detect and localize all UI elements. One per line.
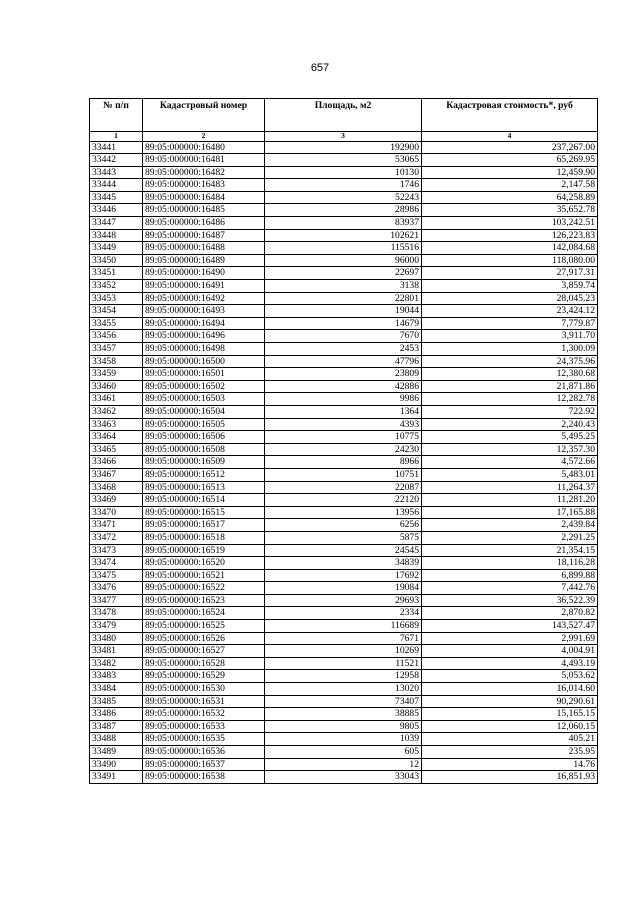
table-row: [90, 355, 598, 368]
area-cell: 9805: [265, 720, 422, 733]
table-row: [90, 418, 598, 431]
cadastral-value-cell: 2,240.43: [422, 418, 598, 431]
cadastral-value-cell: 12,380.68: [422, 368, 598, 381]
table-row: [90, 594, 598, 607]
row-number-cell: 33441: [90, 141, 143, 154]
cadastral-number-cell: 89:05:000000:16480: [143, 141, 265, 154]
cadastral-number-cell: 89:05:000000:16504: [143, 405, 265, 418]
area-cell: 22120: [265, 494, 422, 507]
table-row: [90, 217, 598, 230]
area-cell: 1746: [265, 179, 422, 192]
area-cell: 8966: [265, 456, 422, 469]
cadastral-value-cell: 16,014.60: [422, 683, 598, 696]
cadastral-number-cell: 89:05:000000:16517: [143, 519, 265, 532]
cadastral-value-cell: 23,424.12: [422, 305, 598, 318]
column-number: 1: [90, 132, 143, 142]
row-number-cell: 33491: [90, 771, 143, 784]
cadastral-value-cell: 4,572.66: [422, 456, 598, 469]
cadastral-number-cell: 89:05:000000:16515: [143, 506, 265, 519]
cadastral-value-cell: 12,060.15: [422, 720, 598, 733]
cadastral-number-cell: 89:05:000000:16525: [143, 620, 265, 633]
row-number-cell: 33478: [90, 607, 143, 620]
area-cell: 10775: [265, 431, 422, 444]
cadastral-number-cell: 89:05:000000:16530: [143, 683, 265, 696]
column-number: 3: [265, 132, 422, 142]
row-number-cell: 33467: [90, 468, 143, 481]
table-row: [90, 431, 598, 444]
cadastral-number-cell: 89:05:000000:16526: [143, 632, 265, 645]
row-number-cell: 33455: [90, 317, 143, 330]
column-number: 4: [422, 132, 598, 142]
table-row: [90, 141, 598, 154]
cadastral-number-cell: 89:05:000000:16508: [143, 443, 265, 456]
area-cell: 24545: [265, 544, 422, 557]
table-row: [90, 166, 598, 179]
cadastral-number-cell: 89:05:000000:16521: [143, 569, 265, 582]
table-row: [90, 708, 598, 721]
area-cell: 22087: [265, 481, 422, 494]
cadastral-number-cell: 89:05:000000:16509: [143, 456, 265, 469]
row-number-cell: 33454: [90, 305, 143, 318]
cadastral-number-cell: 89:05:000000:16498: [143, 343, 265, 356]
cadastral-value-cell: 16,851.93: [422, 771, 598, 784]
table-row: [90, 468, 598, 481]
table-row: [90, 582, 598, 595]
cadastral-value-cell: 65,269.95: [422, 154, 598, 167]
table-row: [90, 280, 598, 293]
cadastral-value-cell: 90,290.61: [422, 695, 598, 708]
cadastral-number-cell: 89:05:000000:16518: [143, 531, 265, 544]
cadastral-value-cell: 126,223.83: [422, 229, 598, 242]
table-row: [90, 254, 598, 267]
table-row: [90, 607, 598, 620]
table-row: [90, 368, 598, 381]
cadastral-value-cell: 405.21: [422, 733, 598, 746]
cadastral-number-cell: 89:05:000000:16537: [143, 758, 265, 771]
cadastral-value-cell: 28,045.23: [422, 292, 598, 305]
cadastral-number-cell: 89:05:000000:16496: [143, 330, 265, 343]
cadastral-value-cell: 12,282.78: [422, 393, 598, 406]
cadastral-number-cell: 89:05:000000:16500: [143, 355, 265, 368]
area-cell: 605: [265, 746, 422, 759]
table-row: [90, 746, 598, 759]
header-area: Площадь, м2: [265, 99, 422, 132]
table-row: [90, 657, 598, 670]
row-number-cell: 33476: [90, 582, 143, 595]
cadastral-value-cell: 17,165.88: [422, 506, 598, 519]
cadastral-number-cell: 89:05:000000:16503: [143, 393, 265, 406]
table-row: [90, 569, 598, 582]
row-number-cell: 33443: [90, 166, 143, 179]
area-cell: 6256: [265, 519, 422, 532]
area-cell: 28986: [265, 204, 422, 217]
cadastral-value-cell: 118,080.00: [422, 254, 598, 267]
header-cadastral-number: Кадастровый номер: [143, 99, 265, 132]
page-number: 657: [310, 62, 330, 74]
row-number-cell: 33444: [90, 179, 143, 192]
area-cell: 17692: [265, 569, 422, 582]
cadastral-number-cell: 89:05:000000:16514: [143, 494, 265, 507]
row-number-cell: 33472: [90, 531, 143, 544]
cadastral-number-cell: 89:05:000000:16533: [143, 720, 265, 733]
row-number-cell: 33468: [90, 481, 143, 494]
cadastral-value-cell: 24,375.96: [422, 355, 598, 368]
table-row: [90, 494, 598, 507]
area-cell: 22801: [265, 292, 422, 305]
row-number-cell: 33490: [90, 758, 143, 771]
area-cell: 10130: [265, 166, 422, 179]
area-cell: 83937: [265, 217, 422, 230]
row-number-cell: 33450: [90, 254, 143, 267]
cadastral-value-cell: 3,859.74: [422, 280, 598, 293]
area-cell: 47796: [265, 355, 422, 368]
area-cell: 1364: [265, 405, 422, 418]
cadastral-number-cell: 89:05:000000:16512: [143, 468, 265, 481]
cadastral-number-cell: 89:05:000000:16524: [143, 607, 265, 620]
cadastral-value-cell: 11,264.37: [422, 481, 598, 494]
cadastral-value-cell: 7,442.76: [422, 582, 598, 595]
row-number-cell: 33461: [90, 393, 143, 406]
cadastral-number-cell: 89:05:000000:16532: [143, 708, 265, 721]
cadastral-number-cell: 89:05:000000:16491: [143, 280, 265, 293]
row-number-cell: 33471: [90, 519, 143, 532]
cadastral-number-cell: 89:05:000000:16486: [143, 217, 265, 230]
table-row: [90, 620, 598, 633]
table-row: [90, 632, 598, 645]
area-cell: 24230: [265, 443, 422, 456]
cadastral-number-cell: 89:05:000000:16481: [143, 154, 265, 167]
cadastral-value-cell: 5,483.01: [422, 468, 598, 481]
table-row: [90, 456, 598, 469]
table-row: [90, 380, 598, 393]
area-cell: 116689: [265, 620, 422, 633]
area-cell: 2334: [265, 607, 422, 620]
area-cell: 13020: [265, 683, 422, 696]
table-row: [90, 204, 598, 217]
area-cell: 52243: [265, 191, 422, 204]
row-number-cell: 33445: [90, 191, 143, 204]
cadastral-table: [89, 98, 598, 784]
cadastral-value-cell: 12,459.90: [422, 166, 598, 179]
table-row: [90, 544, 598, 557]
table-row: [90, 443, 598, 456]
row-number-cell: 33452: [90, 280, 143, 293]
row-number-cell: 33449: [90, 242, 143, 255]
table-row: [90, 405, 598, 418]
cadastral-value-cell: 2,147.58: [422, 179, 598, 192]
cadastral-value-cell: 6,899.88: [422, 569, 598, 582]
cadastral-value-cell: 3,911.70: [422, 330, 598, 343]
cadastral-number-cell: 89:05:000000:16506: [143, 431, 265, 444]
column-number: 2: [143, 132, 265, 142]
row-number-cell: 33456: [90, 330, 143, 343]
row-number-cell: 33477: [90, 594, 143, 607]
cadastral-value-cell: 27,917.31: [422, 267, 598, 280]
cadastral-value-cell: 237,267.00: [422, 141, 598, 154]
cadastral-value-cell: 103,242.51: [422, 217, 598, 230]
cadastral-number-cell: 89:05:000000:16482: [143, 166, 265, 179]
table-row: [90, 305, 598, 318]
cadastral-value-cell: 2,991.69: [422, 632, 598, 645]
cadastral-number-cell: 89:05:000000:16502: [143, 380, 265, 393]
cadastral-value-cell: 15,165.15: [422, 708, 598, 721]
row-number-cell: 33442: [90, 154, 143, 167]
cadastral-number-cell: 89:05:000000:16487: [143, 229, 265, 242]
column-number-row: [90, 132, 598, 142]
row-number-cell: 33462: [90, 405, 143, 418]
cadastral-number-cell: 89:05:000000:16485: [143, 204, 265, 217]
cadastral-value-cell: 142,084.68: [422, 242, 598, 255]
area-cell: 53065: [265, 154, 422, 167]
table-row: [90, 292, 598, 305]
cadastral-value-cell: 35,652.78: [422, 204, 598, 217]
row-number-cell: 33457: [90, 343, 143, 356]
area-cell: 34839: [265, 557, 422, 570]
table-row: [90, 481, 598, 494]
table-row: [90, 733, 598, 746]
row-number-cell: 33459: [90, 368, 143, 381]
table-row: [90, 242, 598, 255]
row-number-cell: 33481: [90, 645, 143, 658]
cadastral-number-cell: 89:05:000000:16536: [143, 746, 265, 759]
row-number-cell: 33451: [90, 267, 143, 280]
row-number-cell: 33475: [90, 569, 143, 582]
table-row: [90, 229, 598, 242]
area-cell: 23809: [265, 368, 422, 381]
area-cell: 5875: [265, 531, 422, 544]
cadastral-value-cell: 4,004.91: [422, 645, 598, 658]
cadastral-number-cell: 89:05:000000:16522: [143, 582, 265, 595]
row-number-cell: 33458: [90, 355, 143, 368]
cadastral-number-cell: 89:05:000000:16492: [143, 292, 265, 305]
cadastral-value-cell: 64,258.89: [422, 191, 598, 204]
row-number-cell: 33479: [90, 620, 143, 633]
cadastral-value-cell: 21,871.86: [422, 380, 598, 393]
table-row: [90, 506, 598, 519]
row-number-cell: 33474: [90, 557, 143, 570]
table-row: [90, 758, 598, 771]
header-row-number: № п/п: [90, 99, 143, 132]
cadastral-value-cell: 2,439.84: [422, 519, 598, 532]
cadastral-value-cell: 2,870.82: [422, 607, 598, 620]
row-number-cell: 33453: [90, 292, 143, 305]
cadastral-value-cell: 36,522.39: [422, 594, 598, 607]
row-number-cell: 33464: [90, 431, 143, 444]
row-number-cell: 33466: [90, 456, 143, 469]
cadastral-value-cell: 143,527.47: [422, 620, 598, 633]
area-cell: 12958: [265, 670, 422, 683]
area-cell: 1039: [265, 733, 422, 746]
area-cell: 2453: [265, 343, 422, 356]
cadastral-number-cell: 89:05:000000:16531: [143, 695, 265, 708]
area-cell: 29693: [265, 594, 422, 607]
row-number-cell: 33447: [90, 217, 143, 230]
row-number-cell: 33482: [90, 657, 143, 670]
cadastral-value-cell: 5,053.62: [422, 670, 598, 683]
table-row: [90, 720, 598, 733]
row-number-cell: 33489: [90, 746, 143, 759]
table-row: [90, 670, 598, 683]
row-number-cell: 33484: [90, 683, 143, 696]
cadastral-number-cell: 89:05:000000:16505: [143, 418, 265, 431]
area-cell: 73407: [265, 695, 422, 708]
table-row: [90, 557, 598, 570]
area-cell: 10269: [265, 645, 422, 658]
table-row: [90, 393, 598, 406]
area-cell: 7670: [265, 330, 422, 343]
area-cell: 38885: [265, 708, 422, 721]
cadastral-number-cell: 89:05:000000:16493: [143, 305, 265, 318]
row-number-cell: 33473: [90, 544, 143, 557]
table-row: [90, 683, 598, 696]
cadastral-value-cell: 1,300.09: [422, 343, 598, 356]
row-number-cell: 33469: [90, 494, 143, 507]
area-cell: 33043: [265, 771, 422, 784]
cadastral-number-cell: 89:05:000000:16488: [143, 242, 265, 255]
area-cell: 12: [265, 758, 422, 771]
cadastral-value-cell: 14.76: [422, 758, 598, 771]
cadastral-number-cell: 89:05:000000:16520: [143, 557, 265, 570]
cadastral-value-cell: 11,281.20: [422, 494, 598, 507]
row-number-cell: 33488: [90, 733, 143, 746]
cadastral-number-cell: 89:05:000000:16519: [143, 544, 265, 557]
area-cell: 102621: [265, 229, 422, 242]
area-cell: 3138: [265, 280, 422, 293]
table-row: [90, 267, 598, 280]
table-row: [90, 317, 598, 330]
cadastral-number-cell: 89:05:000000:16529: [143, 670, 265, 683]
table-row: [90, 330, 598, 343]
cadastral-number-cell: 89:05:000000:16489: [143, 254, 265, 267]
row-number-cell: 33446: [90, 204, 143, 217]
cadastral-value-cell: 7,779.87: [422, 317, 598, 330]
table-header-row: [90, 99, 598, 132]
cadastral-number-cell: 89:05:000000:16513: [143, 481, 265, 494]
area-cell: 9986: [265, 393, 422, 406]
table-row: [90, 645, 598, 658]
cadastral-number-cell: 89:05:000000:16538: [143, 771, 265, 784]
area-cell: 19084: [265, 582, 422, 595]
table-row: [90, 343, 598, 356]
cadastral-number-cell: 89:05:000000:16523: [143, 594, 265, 607]
header-cadastral-value: Кадастровая стоимость*, руб: [422, 99, 598, 132]
row-number-cell: 33463: [90, 418, 143, 431]
cadastral-value-cell: 18,116.28: [422, 557, 598, 570]
table-row: [90, 191, 598, 204]
area-cell: 14679: [265, 317, 422, 330]
area-cell: 13956: [265, 506, 422, 519]
cadastral-number-cell: 89:05:000000:16501: [143, 368, 265, 381]
row-number-cell: 33460: [90, 380, 143, 393]
table-row: [90, 695, 598, 708]
area-cell: 42886: [265, 380, 422, 393]
area-cell: 192900: [265, 141, 422, 154]
row-number-cell: 33483: [90, 670, 143, 683]
cadastral-value-cell: 5,495.25: [422, 431, 598, 444]
cadastral-number-cell: 89:05:000000:16490: [143, 267, 265, 280]
row-number-cell: 33485: [90, 695, 143, 708]
area-cell: 115516: [265, 242, 422, 255]
area-cell: 22697: [265, 267, 422, 280]
cadastral-value-cell: 21,354.15: [422, 544, 598, 557]
cadastral-value-cell: 12,357.30: [422, 443, 598, 456]
cadastral-value-cell: 235.95: [422, 746, 598, 759]
cadastral-number-cell: 89:05:000000:16484: [143, 191, 265, 204]
table-row: [90, 179, 598, 192]
area-cell: 96000: [265, 254, 422, 267]
row-number-cell: 33448: [90, 229, 143, 242]
cadastral-number-cell: 89:05:000000:16527: [143, 645, 265, 658]
table-row: [90, 154, 598, 167]
area-cell: 10751: [265, 468, 422, 481]
area-cell: 11521: [265, 657, 422, 670]
area-cell: 7671: [265, 632, 422, 645]
table-body: [90, 141, 598, 783]
cadastral-value-cell: 722.92: [422, 405, 598, 418]
area-cell: 19044: [265, 305, 422, 318]
row-number-cell: 33486: [90, 708, 143, 721]
table-row: [90, 771, 598, 784]
row-number-cell: 33465: [90, 443, 143, 456]
cadastral-number-cell: 89:05:000000:16528: [143, 657, 265, 670]
cadastral-number-cell: 89:05:000000:16494: [143, 317, 265, 330]
row-number-cell: 33487: [90, 720, 143, 733]
cadastral-value-cell: 2,291.25: [422, 531, 598, 544]
row-number-cell: 33470: [90, 506, 143, 519]
cadastral-number-cell: 89:05:000000:16535: [143, 733, 265, 746]
table-row: [90, 519, 598, 532]
table-row: [90, 531, 598, 544]
area-cell: 4393: [265, 418, 422, 431]
cadastral-number-cell: 89:05:000000:16483: [143, 179, 265, 192]
cadastral-value-cell: 4,493.19: [422, 657, 598, 670]
row-number-cell: 33480: [90, 632, 143, 645]
